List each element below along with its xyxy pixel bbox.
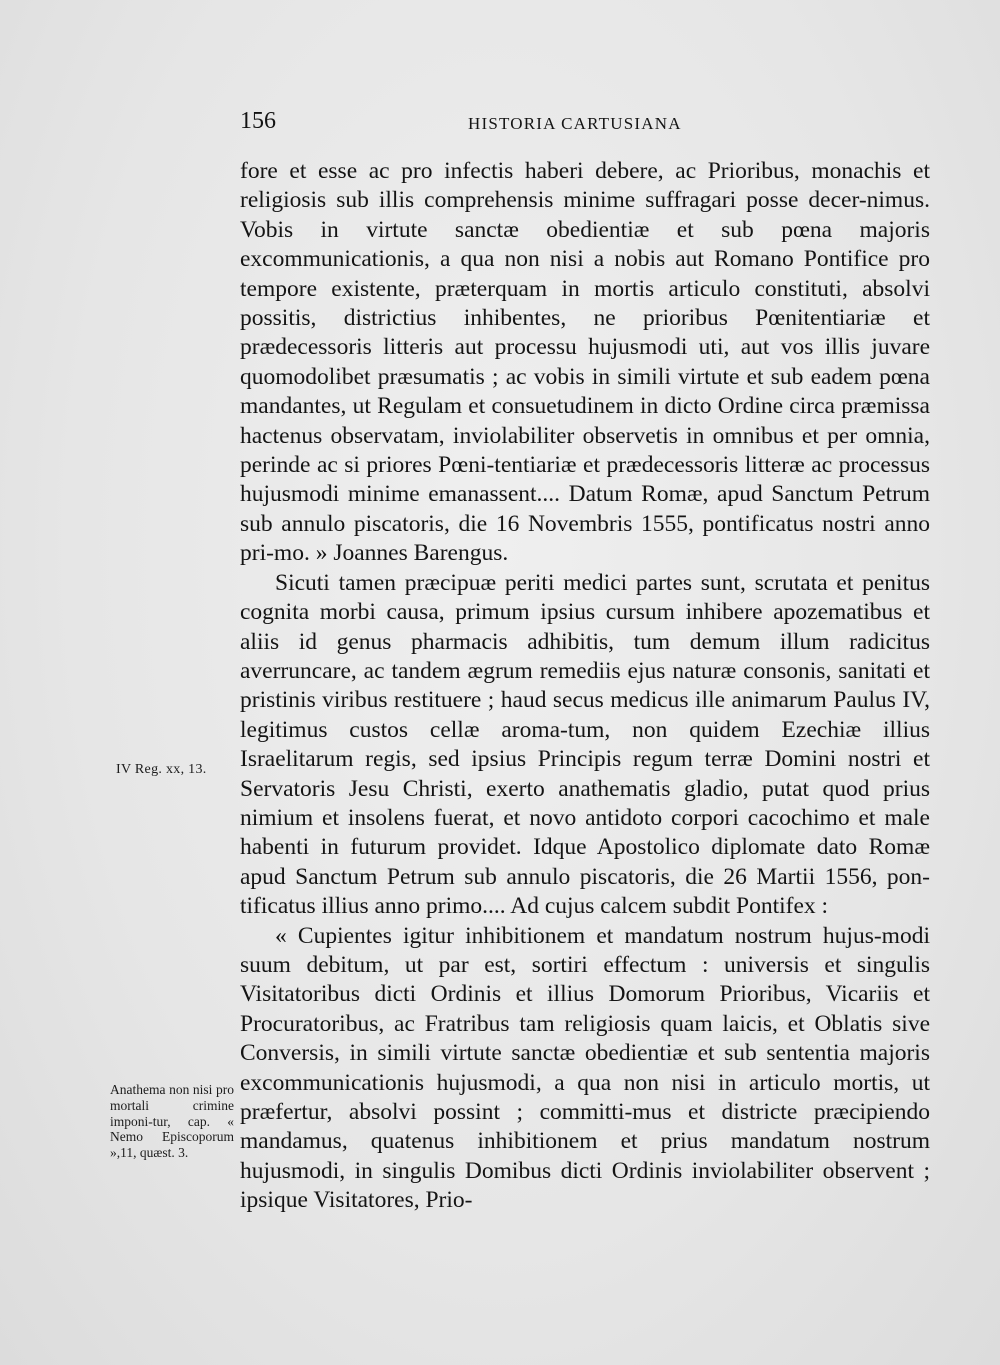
body-text [240,157,930,1216]
paragraph-3: « Cupientes igitur inhibitionem et mandatum nostrum hujus-modi suum debitum, ut par est, sortiri effectum : universis et singulis Visitatoribus dicti Ordinis et illius Domorum Prioribus, Vicariis et Procuratoribus, ac Fratribus tam religiosis quam laicis, et Oblatis sive Conversis, in simili virtute sanctæ obedientiæ et sub sententia majoris excommunicationis hujusmodi, a qua non nisi in articulo mortis, ut præfertur, absolvi possint ; committi-mus et districte præcipiendo mandamus, quatenus inhibitionem et prius mandatum nostrum hujusmodi, in singulis Domibus dicti Ordinis inviolabiliter observent ; ipsique Visitatores, Prio- [240,922,930,1214]
paragraph-1: fore et esse ac pro infectis haberi debere, ac Prioribus, monachis et religiosis sub illis comprehensis minime suffragari posse decer-nimus. Vobis in virtute sanctæ obedientiæ et sub pœna majoris excommunicationis, a qua non nisi a nobis aut Romano Pontifice pro tempore existente, præterquam in mortis articulo constituti, absolvi possitis, districtius inhibentes, ne prioribus Pœnitentiariæ et prædecessoris litteris aut processu hujusmodi uti, aut vos illis juvare quomodolibet præsumatis ; ac vobis in simili virtute et sub eadem pœna mandantes, ut Regulam et consuetudinem in dicto Ordine circa præmissa hactenus observatam, inviolabiliter observetis in omnibus et per omnia, perinde ac si priores Pœni-tentiariæ et prædecessoris litteræ ac processus hujusmodi minime emanassent.... Datum Romæ, apud Sanctum Petrum sub annulo piscatoris, die 16 Novembris 1555, pontificatus nostri anno pri-mo. » Joannes Barengus. [240,158,930,567]
running-title: HISTORIA CARTUSIANA [468,114,682,133]
page-number: 156 [240,108,276,134]
paragraph-2: Sicuti tamen præcipuæ periti medici partes sunt, scrutata et penitus cognita morbi causa, primum ipsius cursum inhibere apozematibus et aliis id genus pharmacis adhibitis, tum demum illum radicitus averruncare, ac tandem ægrum remediis ejus naturæ consonis, sanitati et pristinis viribus restituere ; haud secus medicus ille animarum Paulus IV, legitimus custos cellæ aroma-tum, non quidem Ezechiæ illius Israelitarum regis, sed ipsius Principis regum terræ Domini nostri et Servatoris Jesu Christi, exerto anathematis gladio, putat quod prius nimium et insolens fuerat, et novo antidoto corpori cacochimo et male habenti in futurum providet. Idque Apostolico diplomate dato Romæ apud Sanctum Petrum sub annulo piscatoris, die 26 Martii 1556, pon-tificatus illius anno primo.... Ad cujus calcem subdit Pontifex : [240,569,930,920]
margin-note-reg: IV Reg. xx, 13. [116,762,207,777]
margin-note-anathema: Anathema non nisi pro mortali crimine imponi-tur, cap. « Nemo Episcoporum »,11, quæst. 3. [110,1082,234,1161]
running-head [240,108,930,142]
